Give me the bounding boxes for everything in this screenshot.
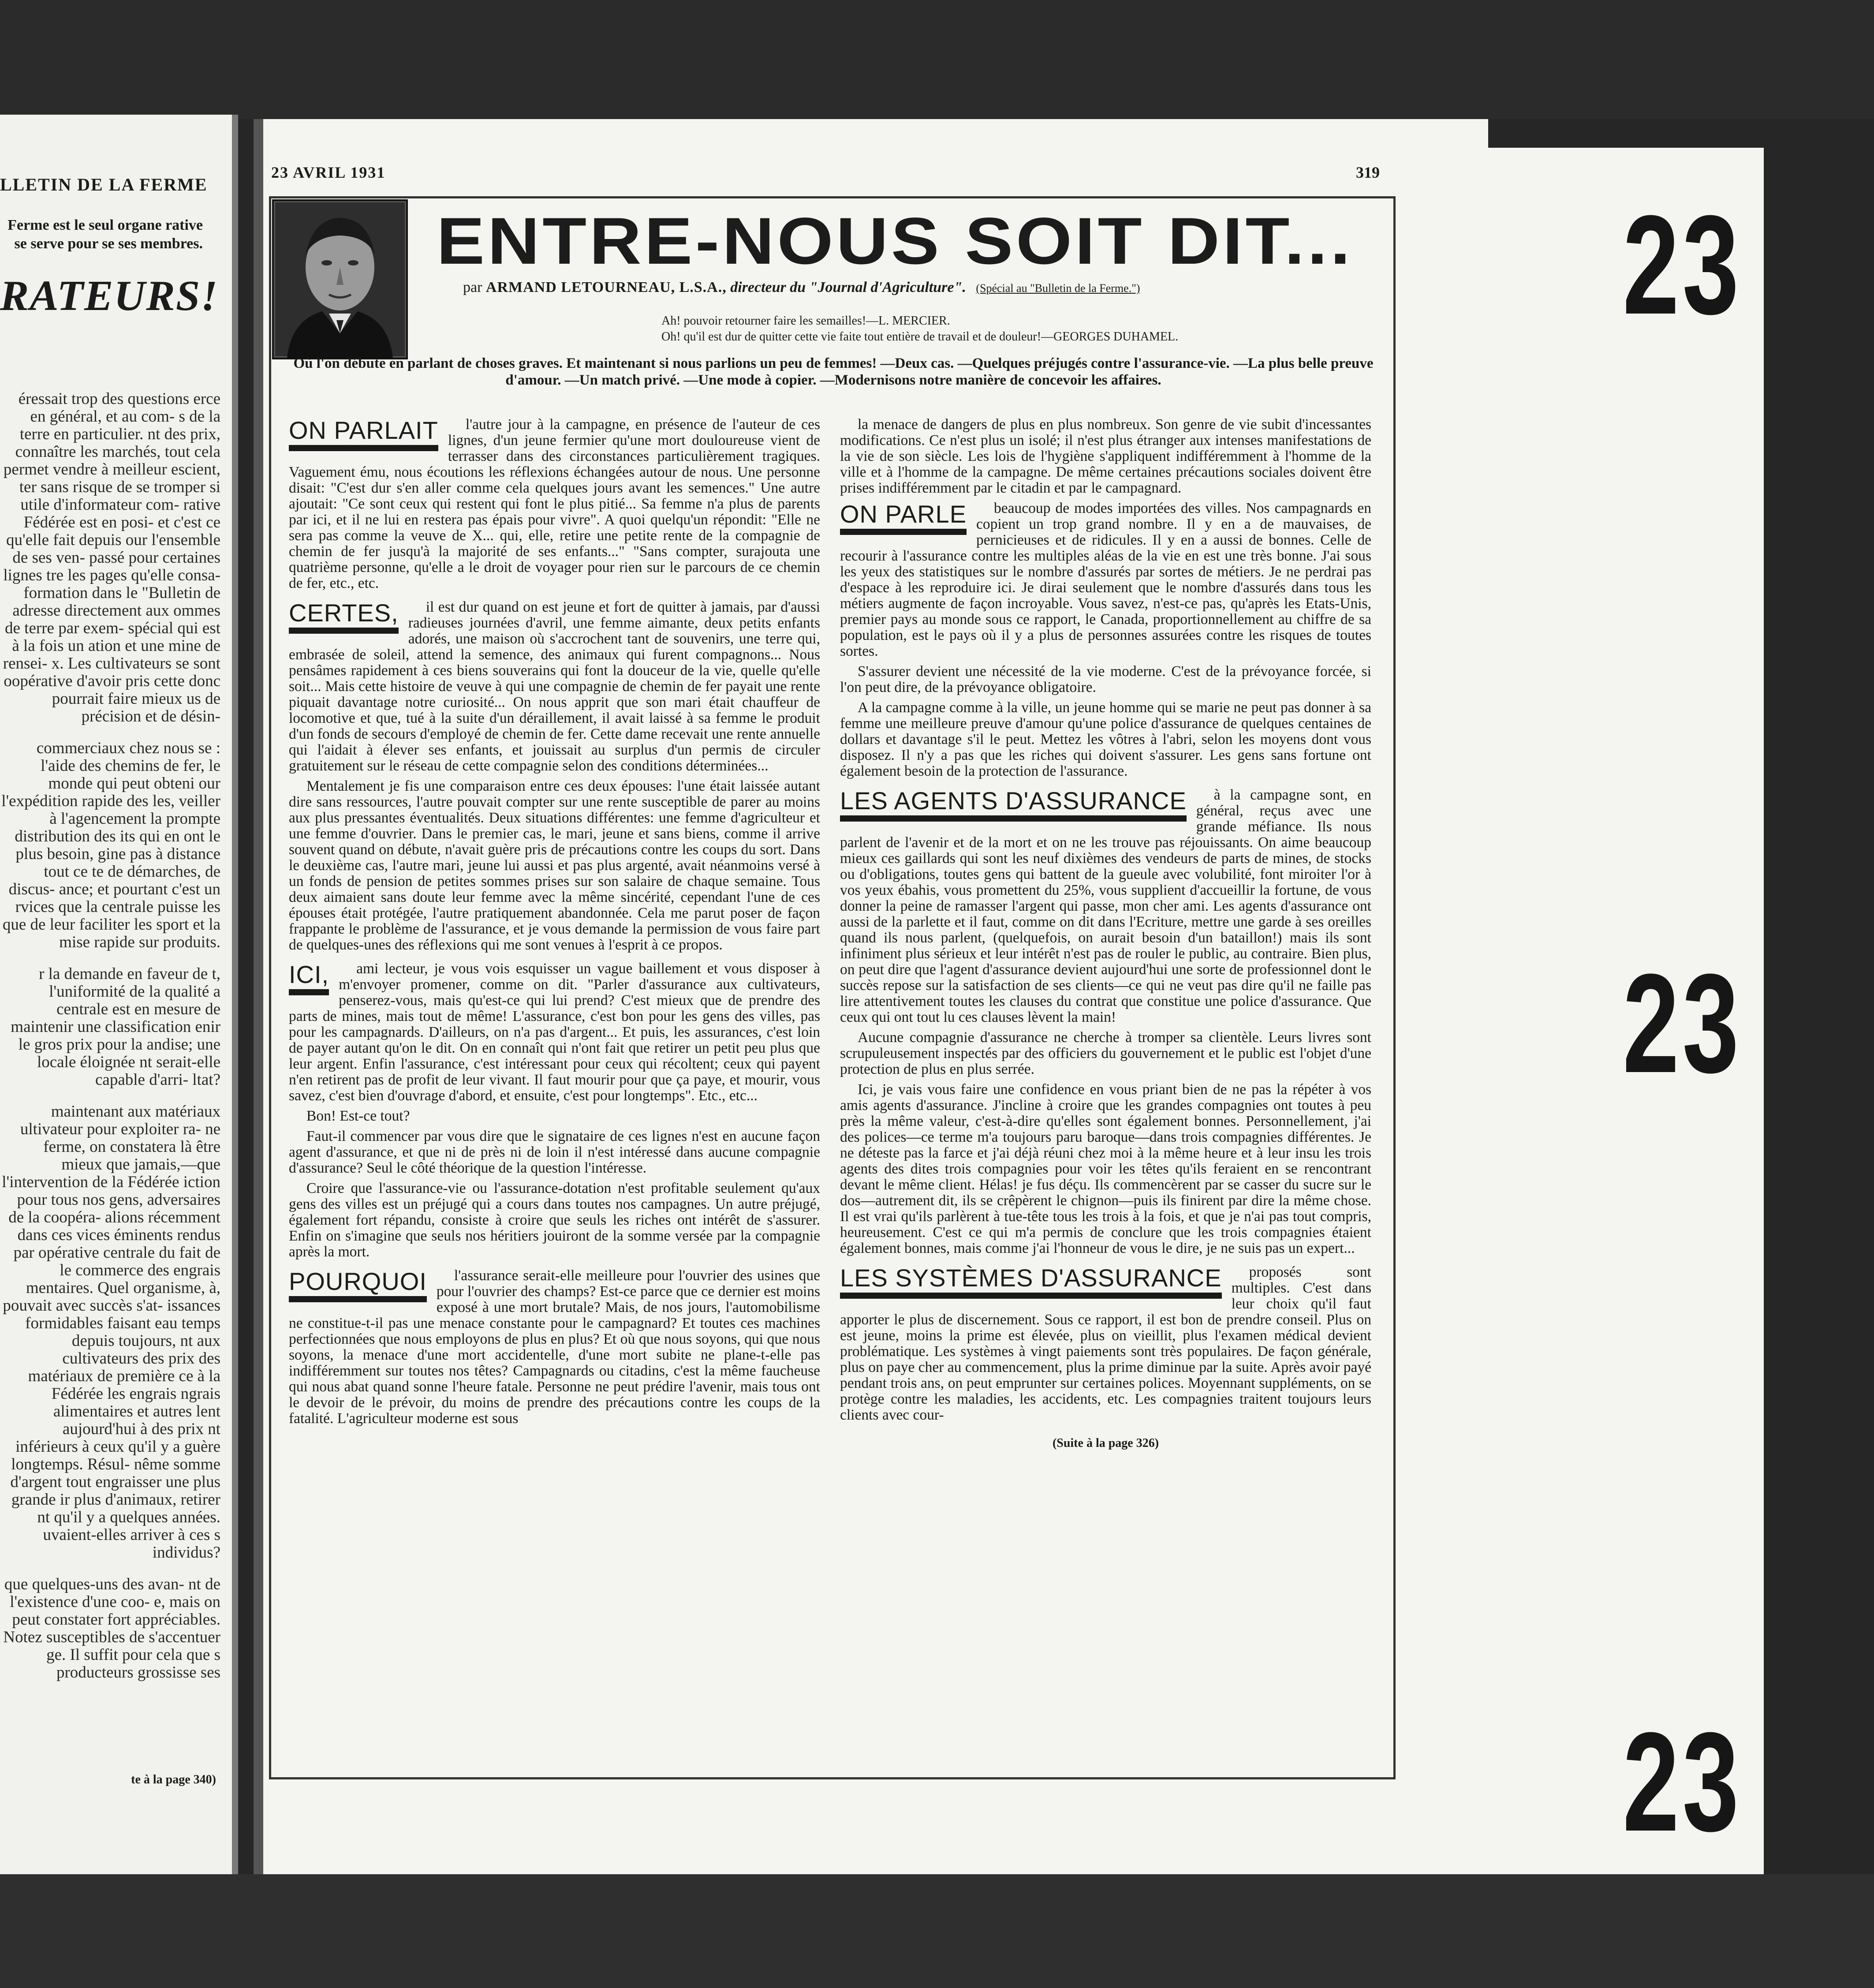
section-body: ami lecteur, je vous vois esquisser un vague baillement et vous disposer à m'envoyer promener, comme on dit. "Parler d'assurance aux cultivateurs, penserez-vous, mais qu'est-ce qui lui prend? C'est mieux que de prendre des parts de mines, mais tout de même! L'assurance, c'est bon pour les gens des villes, pas pour les campagnards. D'ailleurs, on n'a pas d'argent... Et puis, les assurances, c'est loin de payer autant qu'on le dit. On en connaît qui n'ont fait que retirer un petit peu plus que leur argent. Enfin l'assurance, c'est intéressant pour ceux qui récoltent; ceux qui payent n'en retirent pas de profit de leur vivant. Il faut mourir pour que ça paye, et mourir, vous savez, c'est bien d'ouvrage d'abord, et ensuite, c'est pour longtemps". Etc., etc...: [289, 960, 820, 1104]
section-body: l'assurance serait-elle meilleure pour l'ouvrier des usines que pour l'ouvrier des champs? Est-ce parce que ce dernier est moins exposé à une mort brutale? Mais, de nos jours, l'automobilisme ne constitue-t-il pas une menace constante pour le campagnard? Et toutes ces machines perfectionnées que nous employons de plus en plus? Et où que nous soyons, qui que nous soyons, la menace d'une mort accidentelle, d'une mort subite ne plane-t-elle pas indifféremment sur toutes nos têtes? Campagnards ou citadins, c'est la même faucheuse qui nous abat quand sonne l'heure fatale. Personne ne peut prédire l'avenir, mais tous ont le devoir de le prévoir, du moins de prendre des précautions contre les coups de la fatalité. L'agriculteur moderne est sous: [289, 1267, 820, 1427]
portrait-illustration: [274, 201, 406, 358]
section-on-parlait: [289, 417, 820, 596]
section-heading: LES AGENTS D'ASSURANCE: [840, 787, 1187, 822]
section-certes: [289, 599, 820, 957]
special-note: (Spécial au "Bulletin de la Ferme."): [976, 282, 1140, 295]
section-paragraph: Faut-il commencer par vous dire que le signataire de ces lignes n'est en aucune façon agent d'assurance, et que ni de près ni de loin il n'est intéressé dans aucune compagnie d'assurance? Seul le côté théorique de la question l'intéresse.: [289, 1128, 820, 1176]
section-heading: POURQUOI: [289, 1268, 427, 1302]
section-agents: [840, 787, 1371, 1261]
previous-page-paragraph: r la demande en faveur de t, l'uniformité de la qualité a centrale est en mesure de maintenir une classification enir le gros prix pour la andise; une locale éloignée nt serait-elle capable d'arri- ltat?: [11, 965, 220, 1089]
page-fold-shadow: [232, 115, 238, 1874]
epigraph-mercier: Ah! pouvoir retourner faire les semailles!—L. MERCIER.: [661, 314, 950, 328]
previous-page: [0, 115, 238, 1874]
author-role: directeur du "Journal d'Agriculture".: [730, 279, 966, 295]
previous-page-paragraph: que quelques-uns des avan- nt de l'existence d'une coo- e, mais on peut constater fort appréciables. Notez susceptibles de s'accentuer ge. Il suffit pour cela que s producteurs grossisse ses: [3, 1575, 220, 1682]
section-systemes: [840, 1264, 1371, 1427]
section-pourquoi: [289, 1268, 820, 1431]
byline-prefix: par: [463, 279, 482, 295]
page-tag-bottom: 23: [1623, 1703, 1742, 1861]
section-heading: CERTES,: [289, 599, 399, 634]
section-heading: LES SYSTÈMES D'ASSURANCE: [840, 1264, 1222, 1299]
previous-page-paragraph: maintenant aux matériaux ultivateur pour exploiter ra- ne ferme, on constatera là être mieux que jamais,—que l'intervention de la Fédérée iction pour tous nos gens, adversaires de la coopéra- alions récemment dans ces vices éminents rendus par opérative centrale du fait de le commerce des engrais mentaires. Quel organisme, à, pouvait avec succès s'at- issances formidables faisant eau temps depuis toujours, nt aux cultivateurs des prix des matériaux de première ce à la Fédérée les engrais ngrais alimentaires et autres lent aujourd'hui à des prix nt inférieurs à ceux qu'il y a guère longtemps. Résul- nême somme d'argent tout engraisser une plus grande ir plus d'animaux, retirer nt qu'il y a quelques années. uvaient-elles arriver à ces s individus?: [2, 1102, 220, 1562]
section-body: l'autre jour à la campagne, en présence de l'auteur de ces lignes, d'un jeune fermier qu'une mort douloureuse vient de terrasser dans des circonstances particulièrement tragiques. Vaguement ému, nous écoutions les réflexions échangées autour de nous. Une personne disait: "C'est dur s'en aller comme cela quelques jours avant les semences." Une autre ajoutait: "Ce sont ceux qui restent qui font le plus pitié... Sa femme n'a plus de parents par ici, et il ne lui en restera pas épais pour vivre". A quoi quelqu'un répondit: "Elle ne sera pas comme la veuve de X... qui, elle, retire une petite rente de la compagnie de chemin de fer jusqu'à la majorité de ses enfants..." "Sans compter, surajouta une quatrième personne, qu'elle a le droit de voyager pour rien sur le parcours de ce chemin de fer, etc., etc.: [289, 416, 820, 591]
previous-page-paragraph: commerciaux chez nous se : l'aide des chemins de fer, le monde qui peut obteni our l'expédition rapide des les, veiller à l'agencement la prompte distribution des its qui en ont le plus besoin, gine pas à distance tout ce te de démarches, de discus- ance; et pourtant c'est un rvices que la centrale puisse les que de leur faciliter les sport et la mise rapide sur produits.: [1, 739, 220, 951]
scan-background-bottom: [0, 1874, 1874, 1988]
page-tag-middle: 23: [1623, 944, 1742, 1102]
epigraphs: [661, 313, 1360, 345]
section-ici: [289, 961, 820, 1264]
article-continuation: (Suite à la page 326): [1052, 1436, 1159, 1450]
page-tag-top: 23: [1623, 186, 1742, 344]
section-heading: ON PARLAIT: [289, 417, 438, 451]
section-paragraph: Mentalement je fis une comparaison entre ces deux épouses: l'une était laissée autant dire sans ressources, l'autre pouvait compter sur une rente susceptible de parer au moins aux plus pressantes éventualités. Deux situations différentes: une femme d'agriculteur et une femme d'ouvrier. Dans le premier cas, le mari, jeune et sans biens, comme il arrive souvent quand on débute, n'avait guère pris de précautions contre les coups du sort. Dans le deuxième cas, l'autre mari, jeune lui aussi et pas plus argenté, avait néanmoins versé à un fonds de pension de petites sommes prises sur son salaire de chaque semaine. Tous deux aimaient sans doute leur femme avec la même sincérité, cependant l'une de ces épouses était protégée, l'autre pratiquement abandonnée. Cela me parut poser de façon frappante le problème de l'assurance, et je vous demande la permission de vous faire part de quelques-unes des réflexions qui me sont venues à l'esprit à ce propos.: [289, 778, 820, 953]
section-paragraph: Bon! Est-ce tout?: [306, 1108, 410, 1124]
section-paragraph: A la campagne comme à la ville, un jeune homme qui se marie ne peut pas donner à sa femme une meilleure preuve d'amour qu'une police d'assurance de quelques centaines de dollars et davantage s'il le peut. Mettez les vôtres à l'abri, selon les moyens dont vous disposez. Il n'y a pas que les riches qui doivent s'assurer. Les gens sans fortune ont également besoin de la protection de l'assurance.: [840, 699, 1371, 779]
section-body: il est dur quand on est jeune et fort de quitter à jamais, par d'aussi radieuses journées d'avril, une femme aimante, deux petits enfants adorés, une maison où s'accrochent tant de souvenirs, une terre qui, embrasée de soleil, attend la semence, des animaux qui furent compagnons... Nous pensâmes rapidement à ces biens souverains qui font la douceur de la vie, quelle qu'elle soit... Mais cette histoire de veuve à qui une compagnie de chemin de fer payait une rente piquait davantage notre curiosité... On nous apprit que son mari était chauffeur de locomotive et que, tué à la suite d'un déraillement, il avait laissé à sa femme le produit d'un fonds de secours d'employé de chemin de fer. Cette dame recevait une rente annuelle qui l'aidait à élever ses enfants, et jouissait au surplus d'un permis de circuler gratuitement sur le réseau de cette compagnie selon des conditions déterminées...: [289, 599, 820, 774]
byline: [463, 279, 1140, 296]
previous-page-header: LLETIN DE LA FERME: [0, 175, 208, 194]
article-summary: Où l'on débute en parlant de choses graves. Et maintenant si nous parlions un peu de femmes! —Deux cas. —Quelques préjugés contre l'assurance-vie. —La plus belle preuve d'amour. —Un match privé. —Une mode à copier. —Modernisons notre manière de concevoir les affaires.: [293, 355, 1374, 388]
scan-background-top: [0, 0, 1874, 119]
section-paragraph: Croire que l'assurance-vie ou l'assurance-dotation n'est profitable seulement qu'aux gens des villes est un préjugé qui a cours dans toutes nos campagnes. Un autre préjugé, également fort répandu, consiste à croire que seuls les riches ont intérêt de s'assurer. Enfin on s'imagine que seuls nos héritiers jouiront de la somme versée par la compagnie après la mort.: [289, 1180, 820, 1260]
section-on-parle: [840, 501, 1371, 784]
section-body: beaucoup de modes importées des villes. Nos campagnards en copient un trop grand nombre. Il y en a de mauvaises, de pernicieuses et de ridicules. Il y en a aussi de bonnes. Celle de recourir à l'assurance contre les multiples aléas de la vie en est une très bonne. J'ai sous les yeux des statistiques sur le nombre d'assurés par sortes de métiers. Je ne perdrai pas d'espace à les reproduire ici. Je dirai seulement que le nombre d'assurés dans tous les métiers augmente de façon incroyable. Vous savez, n'est-ce pas, qu'après les Etats-Unis, premier pays au monde sous ce rapport, le Canada, proportionnellement au chiffre de sa population, est le pays où il y a plus de personnes assurées contre les risques de toutes sortes.: [840, 500, 1371, 659]
epigraph-duhamel: Oh! qu'il est dur de quitter cette vie faite tout entière de travail et de douleur!—GEORGES DUHAMEL.: [661, 330, 1179, 344]
previous-page-text: [0, 390, 220, 1696]
section-paragraph: S'assurer devient une nécessité de la vie moderne. C'est de la prévoyance forcée, si l'on peut dire, de la prévoyance obligatoire.: [840, 663, 1371, 695]
section-body: à la campagne sont, en général, reçus avec une grande méfiance. Ils nous parlent de l'avenir et de la mort et on ne les trouve pas réjouissants. On aime beaucoup mieux ces gaillards qui sont les neuf dixièmes des vendeurs de parts de mines, de stocks ou d'obligations, toutes gens qui battent de la gueule avec volubilité, font miroiter l'or à vos yeux ébahis, vous promettent du 25%, vous supplient d'accueillir la fortune, de vous donner la peine de ramasser l'argent qui passe, mon cher ami. Les agents d'assurance ont aussi de la parlette et il faut, comme on dit dans l'Ecriture, mettre une garde à ses oreilles quand ils nous parlent, (quelquefois, on aurait besoin d'un bataillon!) mais ils sont infiniment plus sérieux et leur intérêt n'est pas de rouler le public, au contraire. Bien plus, on peut dire que l'agent d'assurance devient aujourd'hui une sorte de professionnel dont le succès repose sur la satisfaction de ses clients—ce qui ne veut pas dire qu'il ne faille pas lire attentivement toutes les clauses du contrat que constitue une police d'assurance. Que ceux qui ont tout lu ces clauses lèvent la main!: [840, 787, 1371, 1025]
newspaper-page: [254, 119, 1488, 1876]
page-gutter: [254, 119, 263, 1876]
previous-page-intro: Ferme est le seul organe rative se serve pour se ses membres.: [7, 217, 203, 252]
section-body: proposés sont multiples. C'est dans leur choix qu'il faut apporter le plus de discernement. Sous ce rapport, il est bon de prendre conseil. Plus on est jeune, moins la prime est élevée, plus on vieillit, plus l'examen médical devient problématique. Les systèmes à vingt paiements sont très populaires. De façon générale, plus on paye cher au commencement, plus la prime diminue par la suite. Après avoir payé pendant trois ans, on peut emprunter sur certaines polices. Moyennant suppléments, on se protège contre les maladies, les accidents, etc. Les compagnies traitent toujours leurs clients avec cour-: [840, 1264, 1371, 1423]
article-column-1: [289, 417, 820, 1742]
previous-page-paragraph: éressait trop des questions erce en général, et au com- s de la terre en particulier. nt des prix, connaître les marchés, tout cela permet vendre à meilleur escient, ter sans risque de se tromper si utile d'informateur com- rative Fédérée est en posi- et c'est ce qu'elle fait depuis our l'ensemble de ses ven- passé pour certaines lignes tre les pages qu'elle consa- formation dans le "Bulletin de adresse directement aux ommes de terre par exem- spécial qui est à la fois un ation et une mine de rensei- x. Les cultivateurs se sont oopérative d'avoir pris cette donc pourrait faire mieux us de précision et de désin-: [3, 390, 220, 725]
previous-page-continuation: te à la page 340): [131, 1773, 216, 1786]
column-continuation: la menace de dangers de plus en plus nombreux. Son genre de vie subit d'incessantes modifications. Ce n'est plus un isolé; il n'est plus étranger aux intenses manifestations de la vie de son siècle. Les lois de l'hygiène s'appliquent indifféremment à l'homme de la ville et à l'homme de la campagne. De même certaines précautions sociales doivent être prises indifféremment par le citadin et par le campagnard.: [840, 416, 1371, 496]
author-name: ARMAND LETOURNEAU, L.S.A.,: [485, 279, 727, 295]
previous-page-title: RATEURS!: [0, 272, 219, 320]
page-number: 319: [1356, 164, 1380, 181]
issue-date: 23 AVRIL 1931: [271, 164, 386, 181]
author-portrait-image: [272, 199, 408, 359]
article-column-2: [840, 417, 1371, 1742]
section-paragraph: Ici, je vais vous faire une confidence en vous priant bien de ne pas la répéter à vos amis agents d'assurance. J'incline à croire que les grandes compagnies ont toutes à peu près la même valeur, c'est-à-dire qu'elles sont également bonnes. Personnellement, j'ai des polices—ce terme m'a toujours paru baroque—dans trois compagnies différentes. Je ne déteste pas la farce et j'ai déjà réuni chez moi à la même heure et à leur insu les trois agents des dites trois compagnies pour voir les têtes qu'ils feraient en se rencontrant devant le même client. Hélas! je fus déçu. Ils commencèrent par se casser du sucre sur le dos—autrement dit, ils se crêpèrent le chignon—puis ils finirent par dire la même chose. Il est vrai qu'ils parlèrent à tue-tête tous les trois à la fois, et que je n'ai pas tout compris, heureusement. C'est ce qui m'a permis de conclure que les trois compagnies étaient également bonnes, mais comme j'ai l'honneur de vous le dire, je ne suis pas un expert...: [840, 1081, 1371, 1256]
section-heading: ICI,: [289, 961, 329, 995]
section-paragraph: Aucune compagnie d'assurance ne cherche à tromper sa clientèle. Leurs livres sont scrupuleusement inspectés par des officiers du gouvernement et le public est l'objet d'une protection de plus en plus serrée.: [840, 1029, 1371, 1077]
section-heading: ON PARLE: [840, 501, 967, 535]
article-title: ENTRE-NOUS SOIT DIT...: [437, 204, 1353, 278]
